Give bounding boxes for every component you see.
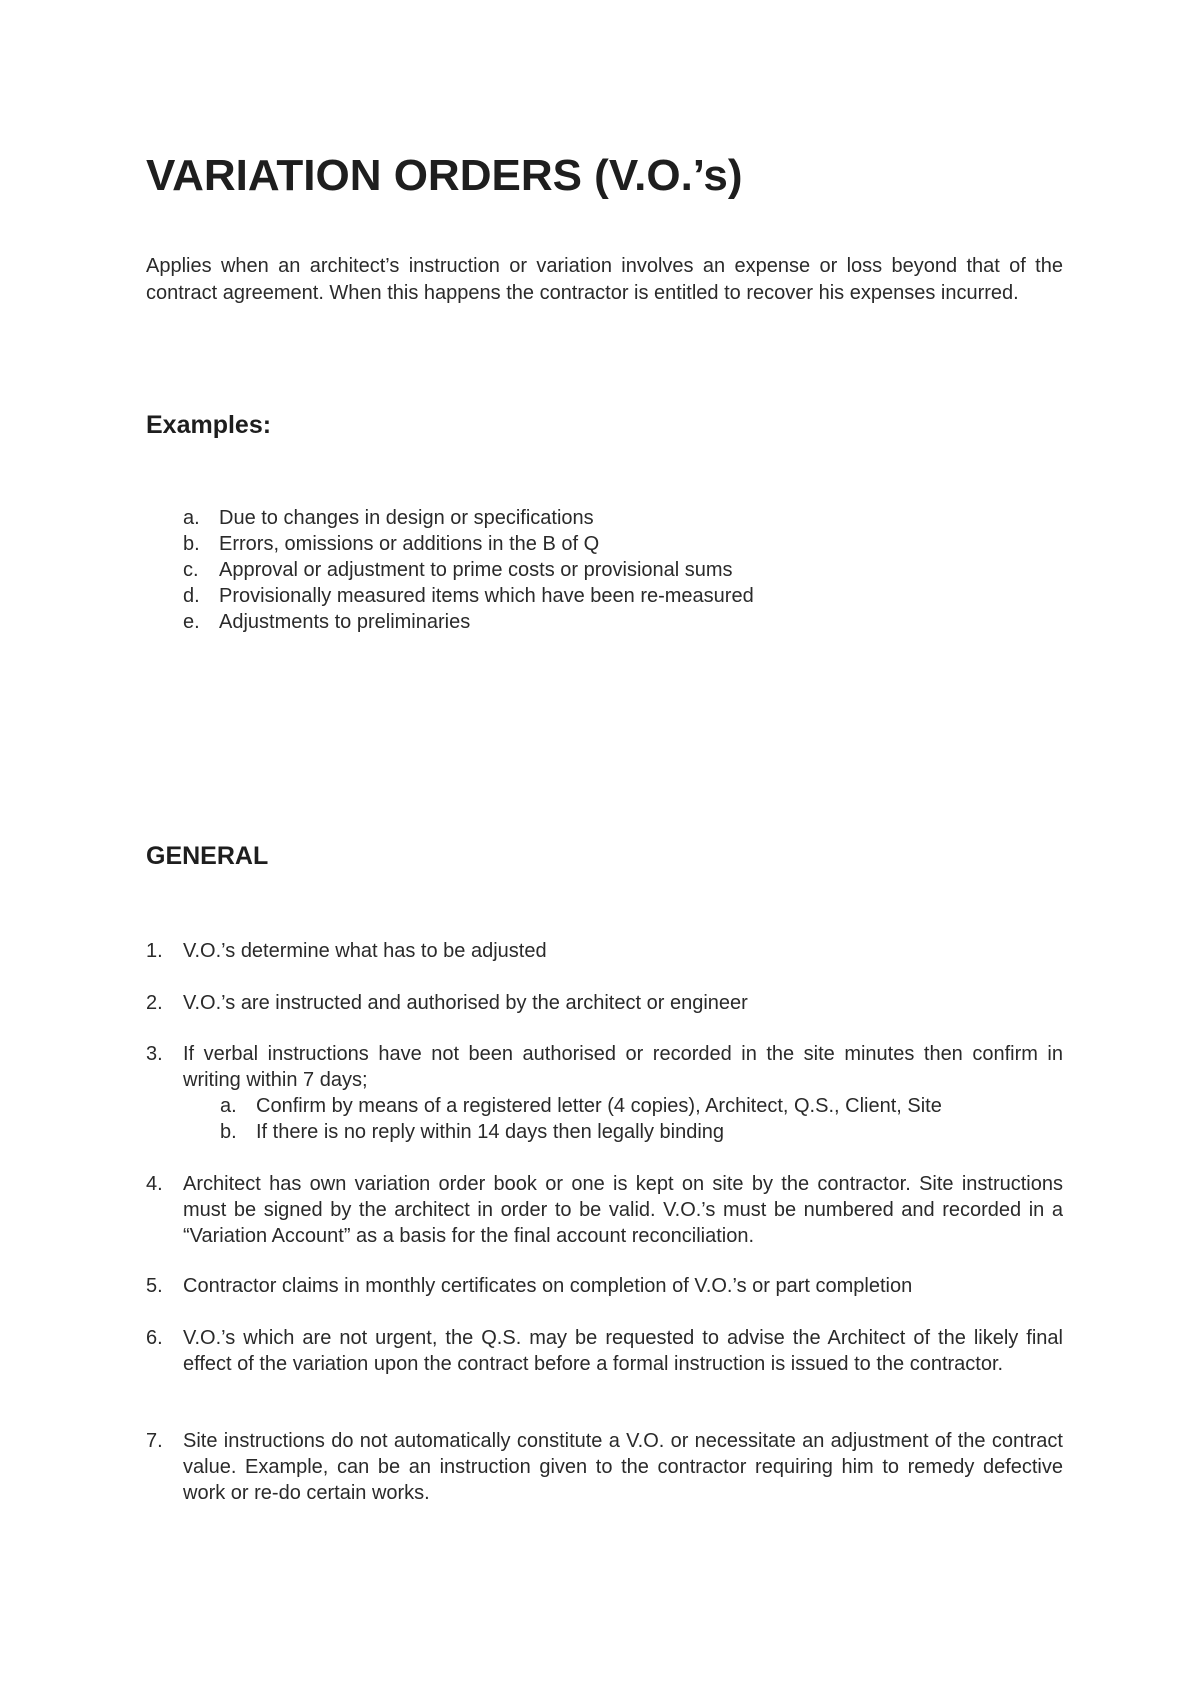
list-marker: 2. <box>146 992 163 1014</box>
general-item-4 <box>146 1171 1063 1249</box>
list-item-text: Architect has own variation order book or one is kept on site by the contractor. Site instructions must be signed by the architect in order to be valid. V.O.’s must be numbered and recorded in a “Variation Account” as a basis for the final account reconciliation. <box>183 1173 1063 1247</box>
general-item-5 <box>146 1273 1063 1299</box>
general-item-2 <box>146 990 1063 1016</box>
list-marker: a. <box>220 1095 237 1117</box>
list-item-text: If verbal instructions have not been authorised or recorded in the site minutes then confirm in writing within 7 days; <box>183 1043 1063 1091</box>
list-marker: e. <box>183 611 200 633</box>
list-item-text: Approval or adjustment to prime costs or provisional sums <box>219 559 733 581</box>
list-item-text: If there is no reply within 14 days then legally binding <box>256 1121 725 1143</box>
general-item-6 <box>146 1325 1063 1377</box>
list-item-text: Adjustments to preliminaries <box>219 611 471 633</box>
list-item-text: V.O.’s are instructed and authorised by the architect or engineer <box>183 992 748 1014</box>
list-marker: b. <box>220 1121 237 1143</box>
list-marker: 6. <box>146 1327 163 1349</box>
general-item-7 <box>146 1428 1063 1506</box>
list-marker: 5. <box>146 1275 163 1297</box>
list-item-text: Contractor claims in monthly certificates on completion of V.O.’s or part completion <box>183 1275 913 1297</box>
list-item-text: V.O.’s which are not urgent, the Q.S. may be requested to advise the Architect of the likely final effect of the variation upon the contract before a formal instruction is issued to the contractor. <box>183 1327 1063 1375</box>
general-heading: GENERAL <box>146 842 269 870</box>
list-item <box>183 1093 1063 1119</box>
list-item-text: Site instructions do not automatically constitute a V.O. or necessitate an adjustment of the contract value. Example, can be an instruction given to the contractor requiring him to remedy defective work or re-do certain works. <box>183 1430 1063 1504</box>
list-marker: d. <box>183 585 200 607</box>
intro-paragraph: Applies when an architect’s instruction or variation involves an expense or loss beyond that of the contract agreement. When this happens the contractor is entitled to recover his expenses incurred. <box>146 255 1063 304</box>
list-marker: 4. <box>146 1173 163 1195</box>
list-item-text: Errors, omissions or additions in the B of Q <box>219 533 600 555</box>
general-item-3-sublist <box>183 1093 1063 1145</box>
list-item-text: V.O.’s determine what has to be adjusted <box>183 940 547 962</box>
list-marker: b. <box>183 533 200 555</box>
page-title: VARIATION ORDERS (V.O.’s) <box>146 151 743 200</box>
list-marker: 7. <box>146 1430 163 1452</box>
list-item-text: Provisionally measured items which have been re-measured <box>219 585 754 607</box>
list-marker: a. <box>183 507 200 529</box>
general-item-3 <box>146 1041 1063 1145</box>
list-item <box>183 1119 1063 1145</box>
list-marker: 3. <box>146 1043 163 1065</box>
examples-heading: Examples: <box>146 411 272 439</box>
list-item-text: Due to changes in design or specifications <box>219 507 594 529</box>
list-marker: 1. <box>146 940 163 962</box>
list-item-text: Confirm by means of a registered letter (4 copies), Architect, Q.S., Client, Site <box>256 1095 942 1117</box>
list-marker: c. <box>183 559 199 581</box>
general-item-1 <box>146 938 1063 964</box>
